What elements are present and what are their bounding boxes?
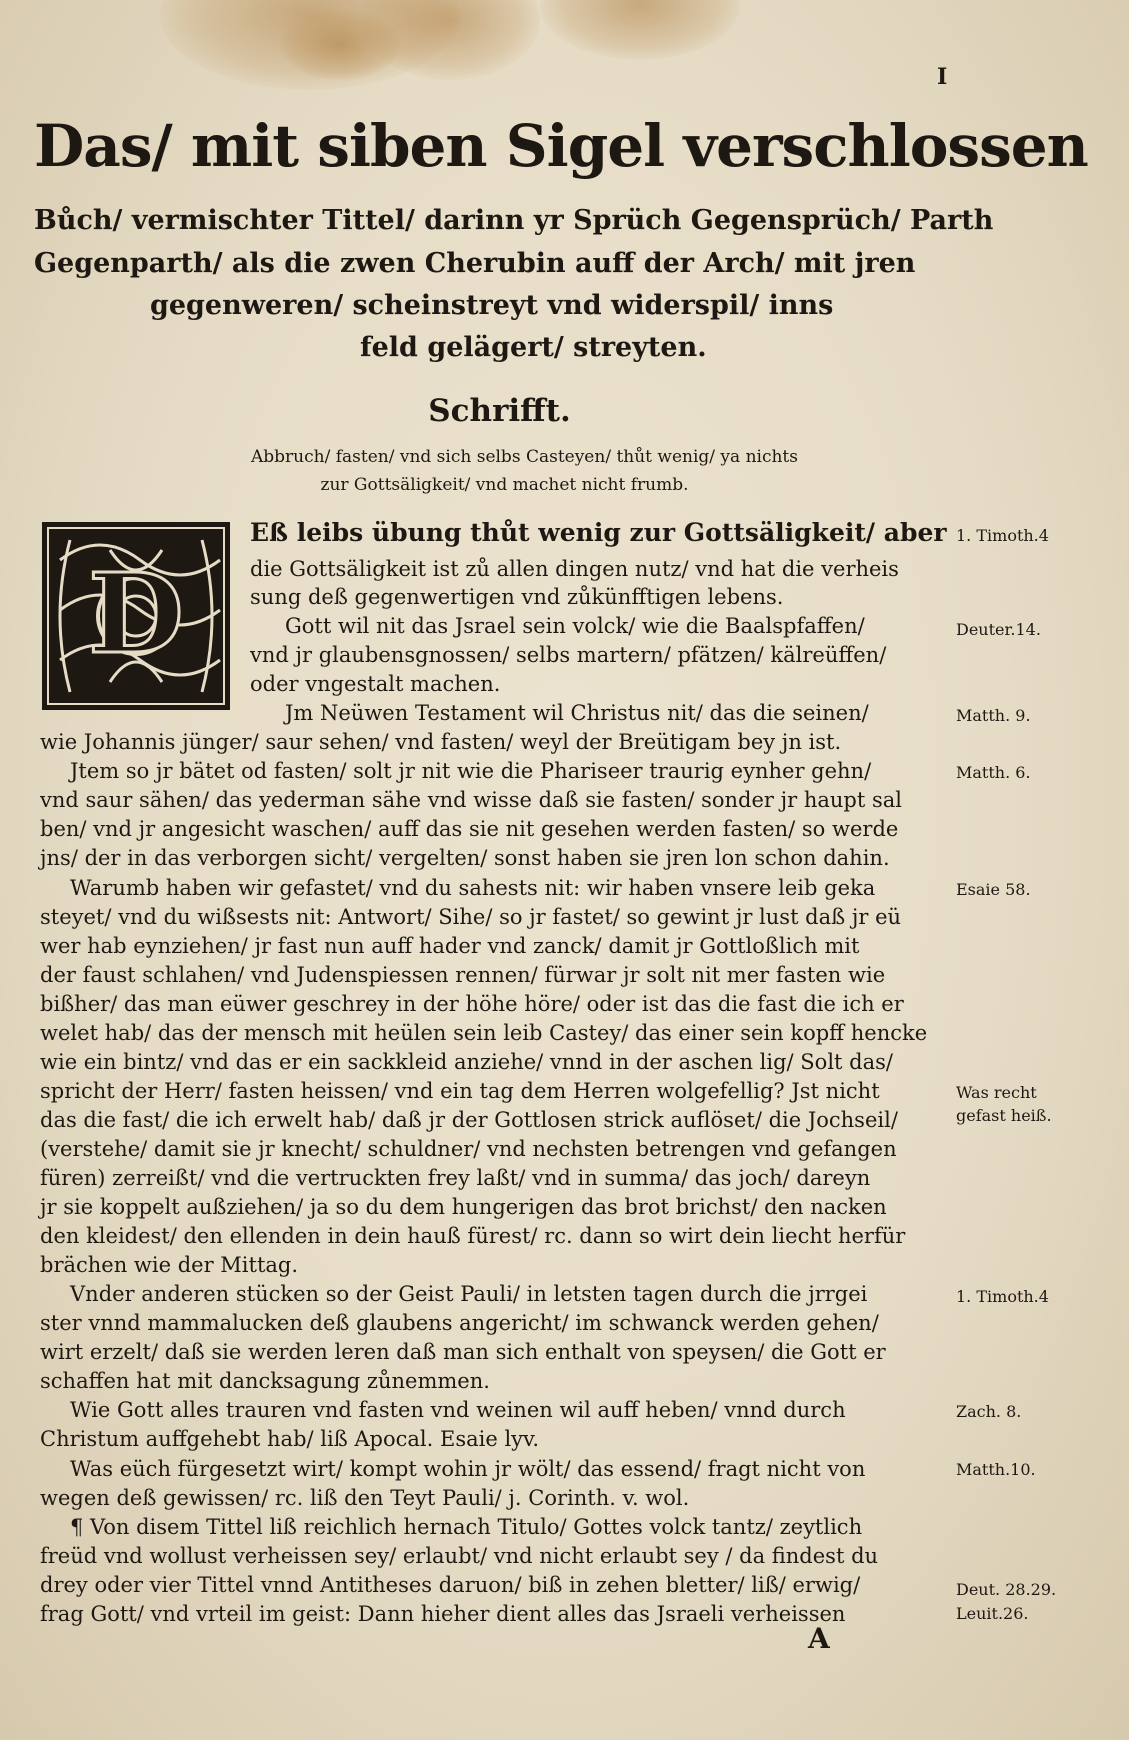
summary-line: zur Gottsäligkeit/ vnd machet nicht frumb. (320, 475, 689, 495)
margin-reference: 1. Timoth.4 (956, 526, 1049, 545)
body-line: ben/ vnd jr angesicht waschen/ auff das sie nit gesehen werden fasten/ so werde (40, 817, 899, 841)
body-line: Vnder anderen stücken so der Geist Pauli/ in letsten tagen durch die jrrgei (70, 1282, 868, 1306)
body-line: freüd vnd wollust verheissen sey/ erlaubt/ vnd nicht erlaubt sey / da findest du (40, 1544, 879, 1568)
body-line: spricht der Herr/ fasten heissen/ vnd ein tag dem Herren wolgefellig? Jst nicht (40, 1079, 880, 1103)
margin-reference: Deuter.14. (956, 620, 1041, 639)
signature-mark: A (808, 1622, 830, 1655)
initial-ornament-icon (40, 520, 232, 712)
water-stain (540, 0, 740, 60)
body-line: wie ein bintz/ vnd das er ein sackkleid anziehe/ vnnd in der aschen lig/ Solt das/ (40, 1050, 893, 1074)
body-line: wegen deß gewissen/ rc. liß den Teyt Pauli/ j. Corinth. v. wol. (40, 1486, 690, 1510)
body-line: wirt erzelt/ daß sie werden leren daß man sich enthalt von speysen/ die Gott er (40, 1340, 886, 1364)
initial-letter: D (88, 549, 184, 678)
subtitle-line: gegenweren/ scheinstreyt vnd widerspil/ inns (150, 290, 834, 321)
body-line: Jm Neüwen Testament wil Christus nit/ das die seinen/ (285, 701, 869, 725)
section-heading (0, 393, 1129, 429)
body-line: Jtem so jr bätet od fasten/ solt jr nit wie die Phariseer traurig eynher gehn/ (70, 759, 872, 783)
margin-reference: Was recht (956, 1083, 1037, 1102)
body-line: Warumb haben wir gefastet/ vnd du sahests nit: wir haben vnsere leib geka (70, 876, 876, 900)
subtitle-line: feld gelägert/ streyten. (360, 332, 707, 363)
body-line: vnd jr glaubensgnossen/ selbs martern/ pfätzen/ kälreüffen/ (250, 643, 887, 667)
margin-reference: Zach. 8. (956, 1402, 1022, 1421)
margin-reference: Leuit.26. (956, 1604, 1029, 1623)
folio-mark: I (937, 64, 948, 90)
body-line: oder vngestalt machen. (250, 672, 501, 696)
body-line: wer hab eynziehen/ jr fast nun auff hader vnd zanck/ damit jr Gottloßlich mit (40, 934, 860, 958)
margin-reference: 1. Timoth.4 (956, 1287, 1049, 1306)
margin-reference: Deut. 28.29. (956, 1580, 1057, 1599)
body-line: drey oder vier Tittel vnnd Antitheses daruon/ biß in zehen bletter/ liß/ erwig/ (40, 1573, 861, 1597)
margin-reference: Matth.10. (956, 1460, 1036, 1479)
summary-line: Abbruch/ fasten/ vnd sich selbs Casteyen/ thůt wenig/ ya nichts (251, 447, 798, 467)
body-line: brächen wie der Mittag. (40, 1253, 299, 1277)
body-line: welet hab/ das der mensch mit heülen sein leib Castey/ das einer sein kopff hencke (40, 1021, 928, 1045)
body-line: Gott wil nit das Jsrael sein volck/ wie die Baalspfaffen/ (285, 614, 865, 638)
margin-reference: gefast heiß. (956, 1106, 1052, 1125)
body-line: die Gottsäligkeit ist zů allen dingen nutz/ vnd hat die verheis (250, 557, 899, 581)
body-line: bißher/ das man eüwer geschrey in der höhe höre/ oder ist das die fast die ich er (40, 992, 904, 1016)
section-heading-text: Schrifft. (428, 393, 571, 429)
body-line: jns/ der in das verborgen sicht/ vergelten/ sonst haben sie jren lon schon dahin. (40, 846, 890, 870)
body-line: jr sie koppelt außziehen/ ja so du dem hungerigen das brot brichst/ den nacken (40, 1195, 887, 1219)
margin-reference: Esaie 58. (956, 880, 1031, 899)
margin-reference: Matth. 6. (956, 763, 1031, 782)
body-line: steyet/ vnd du wißsests nit: Antwort/ Sihe/ so jr fastet/ so gewint jr lust daß jr eü (40, 905, 902, 929)
body-line: ¶ Von disem Tittel liß reichlich hernach Titulo/ Gottes volck tantz/ zeytlich (70, 1515, 863, 1539)
margin-reference: Matth. 9. (956, 706, 1031, 725)
subtitle-line: Bůch/ vermischter Tittel/ darinn yr Sprüch Gegensprüch/ Parth (34, 205, 994, 236)
subtitle-line: Gegenparth/ als die zwen Cherubin auff der Arch/ mit jren (34, 248, 916, 279)
page-title: Das/ mit siben Sigel verschlossen (34, 112, 1088, 180)
body-line: der faust schlahen/ vnd Judenspiessen rennen/ fürwar jr solt nit mer fasten wie (40, 963, 886, 987)
decorated-initial (40, 520, 232, 712)
body-line: frag Gott/ vnd vrteil im geist: Dann hieher dient alles das Jsraeli verheissen (40, 1602, 846, 1626)
body-line: Eß leibs übung thůt wenig zur Gottsäligkeit/ aber (250, 518, 947, 547)
body-line: füren) zerreißt/ vnd die vertruckten frey laßt/ vnd in summa/ das joch/ dareyn (40, 1166, 871, 1190)
body-line: sung deß gegenwertigen vnd zůkünfftigen lebens. (250, 585, 784, 609)
body-line: (verstehe/ damit sie jr knecht/ schuldner/ vnd nechsten betrengen vnd gefangen (40, 1137, 897, 1161)
body-line: vnd saur sähen/ das yederman sähe vnd wisse daß sie fasten/ sonder jr haupt sal (40, 788, 902, 812)
water-stain (280, 10, 400, 80)
body-line: Was eüch fürgesetzt wirt/ kompt wohin jr wölt/ das essend/ fragt nicht von (70, 1457, 866, 1481)
body-line: Christum auffgehebt hab/ liß Apocal. Esaie lyv. (40, 1427, 540, 1451)
body-line: ster vnnd mammalucken deß glaubens angericht/ im schwanck werden gehen/ (40, 1311, 879, 1335)
body-line: das die fast/ die ich erwelt hab/ daß jr der Gottlosen strick auflöset/ die Jochseil/ (40, 1108, 898, 1132)
body-line: wie Johannis jünger/ saur sehen/ vnd fasten/ weyl der Breütigam bey jn ist. (40, 730, 842, 754)
body-line: schaffen hat mit dancksagung zůnemmen. (40, 1369, 490, 1393)
body-line: Wie Gott alles trauren vnd fasten vnd weinen wil auff heben/ vnnd durch (70, 1398, 846, 1422)
body-line: den kleidest/ den ellenden in dein hauß fürest/ rc. dann so wirt dein liecht herfür (40, 1224, 906, 1248)
